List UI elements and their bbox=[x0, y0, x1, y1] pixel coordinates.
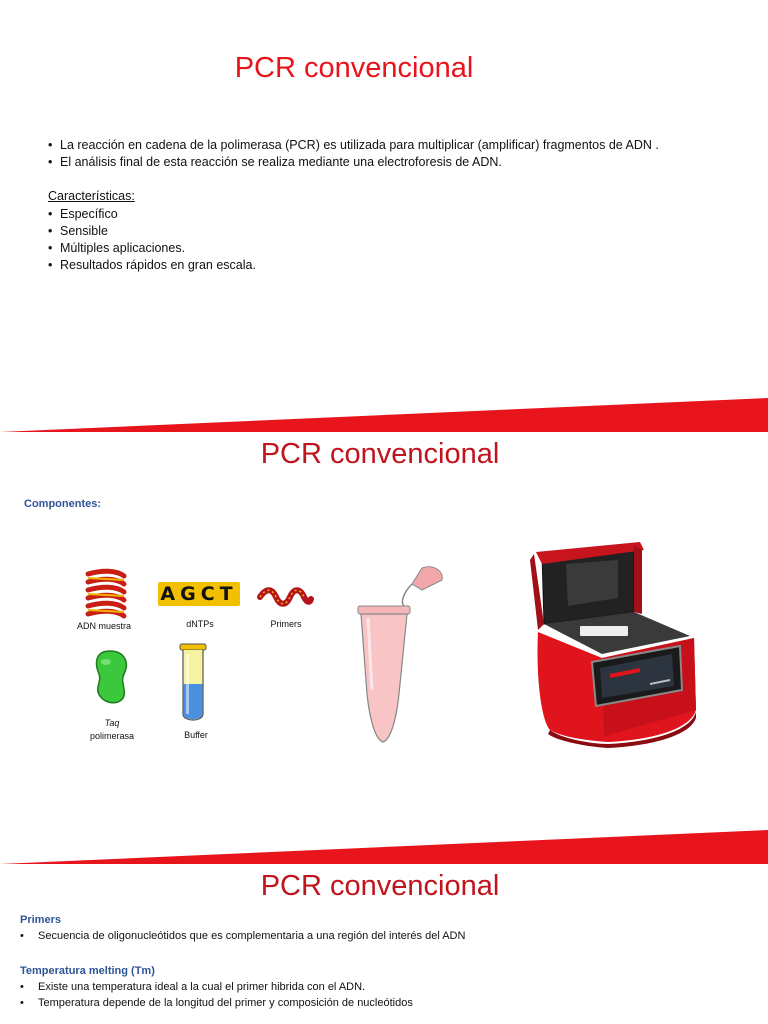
slide-3-title: PCR convencional bbox=[260, 870, 500, 902]
tm-heading: Temperatura melting (Tm) bbox=[20, 965, 155, 977]
adn-muestra-caption: ADN muestra bbox=[76, 621, 131, 631]
primers-caption: Primers bbox=[270, 619, 302, 629]
caracteristicas-list bbox=[48, 206, 256, 274]
componentes-label: Componentes: bbox=[24, 498, 101, 510]
buffer-caption: Buffer bbox=[184, 730, 208, 740]
dntps-caption: dNTPs bbox=[186, 619, 214, 629]
slide-1-title: PCR convencional bbox=[234, 52, 474, 84]
dna-coil-icon bbox=[82, 568, 130, 620]
list-item: • Temperatura depende de la longitud del primer y composición de nucleótidos bbox=[20, 995, 413, 1011]
list-item: • Secuencia de oligonucleótidos que es complementaria a una región del interés del ADN bbox=[20, 928, 465, 944]
thermocycler-machine-icon bbox=[530, 540, 706, 748]
taq-italic-caption: Taq bbox=[104, 718, 120, 728]
list-item: • Múltiples aplicaciones. bbox=[48, 240, 256, 257]
list-item: • Resultados rápidos en gran escala. bbox=[48, 257, 256, 274]
slide-3 bbox=[0, 864, 768, 1024]
caracteristicas-heading: Características: bbox=[48, 189, 135, 203]
primers-heading: Primers bbox=[20, 914, 61, 926]
tm-bullet-list bbox=[20, 979, 413, 1011]
red-swoosh-divider bbox=[0, 396, 768, 432]
primers-bullet-list bbox=[20, 928, 465, 944]
red-swoosh-divider bbox=[0, 828, 768, 864]
buffer-test-tube-icon bbox=[178, 642, 208, 726]
agct-nucleotides-icon: AGCT bbox=[158, 582, 240, 606]
list-item: • Sensible bbox=[48, 223, 256, 240]
taq-polymerase-bean-icon bbox=[90, 648, 132, 706]
eppendorf-tube-icon bbox=[352, 562, 450, 746]
slide-2 bbox=[0, 432, 768, 864]
taq-polimerasa-caption: polimerasa bbox=[89, 731, 135, 741]
list-item: • Específico bbox=[48, 206, 256, 223]
list-item: • La reacción en cadena de la polimerasa (PCR) es utilizada para multiplicar (amplificar) fragmentos de ADN . bbox=[48, 137, 659, 154]
intro-bullet-list bbox=[48, 137, 659, 171]
primer-wave-icon bbox=[256, 586, 314, 608]
slide-2-title: PCR convencional bbox=[260, 438, 500, 470]
slide-1 bbox=[0, 0, 768, 432]
list-item: • El análisis final de esta reacción se realiza mediante una electroforesis de ADN. bbox=[48, 154, 659, 171]
list-item: • Existe una temperatura ideal a la cual el primer hibrida con el ADN. bbox=[20, 979, 413, 995]
